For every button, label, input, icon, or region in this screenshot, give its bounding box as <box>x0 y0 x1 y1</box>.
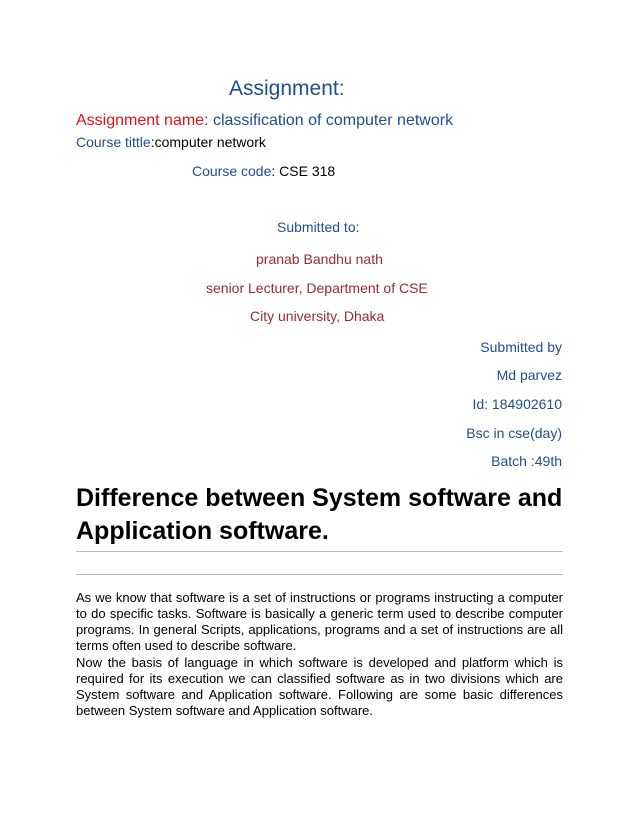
student-program: Bsc in cse(day) <box>466 425 562 441</box>
paragraph-1: As we know that software is a set of instructions or programs instructing a computer to do specific tasks. Software is basically a generic term used to describe computer programs. In general Scripts, applications, programs and a set of instructions are all terms often used to describe software. <box>76 590 563 653</box>
student-id: Id: 184902610 <box>472 396 562 412</box>
course-code-line <box>192 162 335 180</box>
course-code-value: : CSE 318 <box>271 163 336 179</box>
divider-top <box>76 551 563 552</box>
paragraph-2: Now the basis of language in which software is developed and platform which is required for its execution we can classified software as in two divisions which are System software and Application software. Following are some basic differences between System software and Application software. <box>76 655 563 718</box>
teacher-designation: senior Lecturer, Department of CSE <box>206 280 428 296</box>
teacher-university: City university, Dhaka <box>250 308 385 324</box>
course-title-value: :computer network <box>150 134 266 150</box>
course-title-label: Course tittle <box>76 134 151 150</box>
submitted-by-label: Submitted by <box>480 339 562 355</box>
divider-bottom <box>76 574 563 575</box>
teacher-name: pranab Bandhu nath <box>256 251 383 267</box>
submitted-to-label: Submitted to <box>277 219 356 235</box>
assignment-name-value: classification of computer network <box>212 112 454 129</box>
assignment-name-line <box>76 112 453 130</box>
submitted-to-colon: : <box>355 219 360 235</box>
student-name: Md parvez <box>496 367 562 383</box>
course-code-label: Course code <box>192 163 272 179</box>
student-batch: Batch :49th <box>491 453 562 469</box>
course-title-line <box>76 133 266 151</box>
assignment-name-colon: : <box>204 112 209 129</box>
article-heading: Difference between System software and Application software. <box>76 484 563 545</box>
submitted-to-line <box>277 218 360 236</box>
assignment-name-label: Assignment name <box>76 112 205 129</box>
assignment-title: Assignment: <box>229 77 345 100</box>
